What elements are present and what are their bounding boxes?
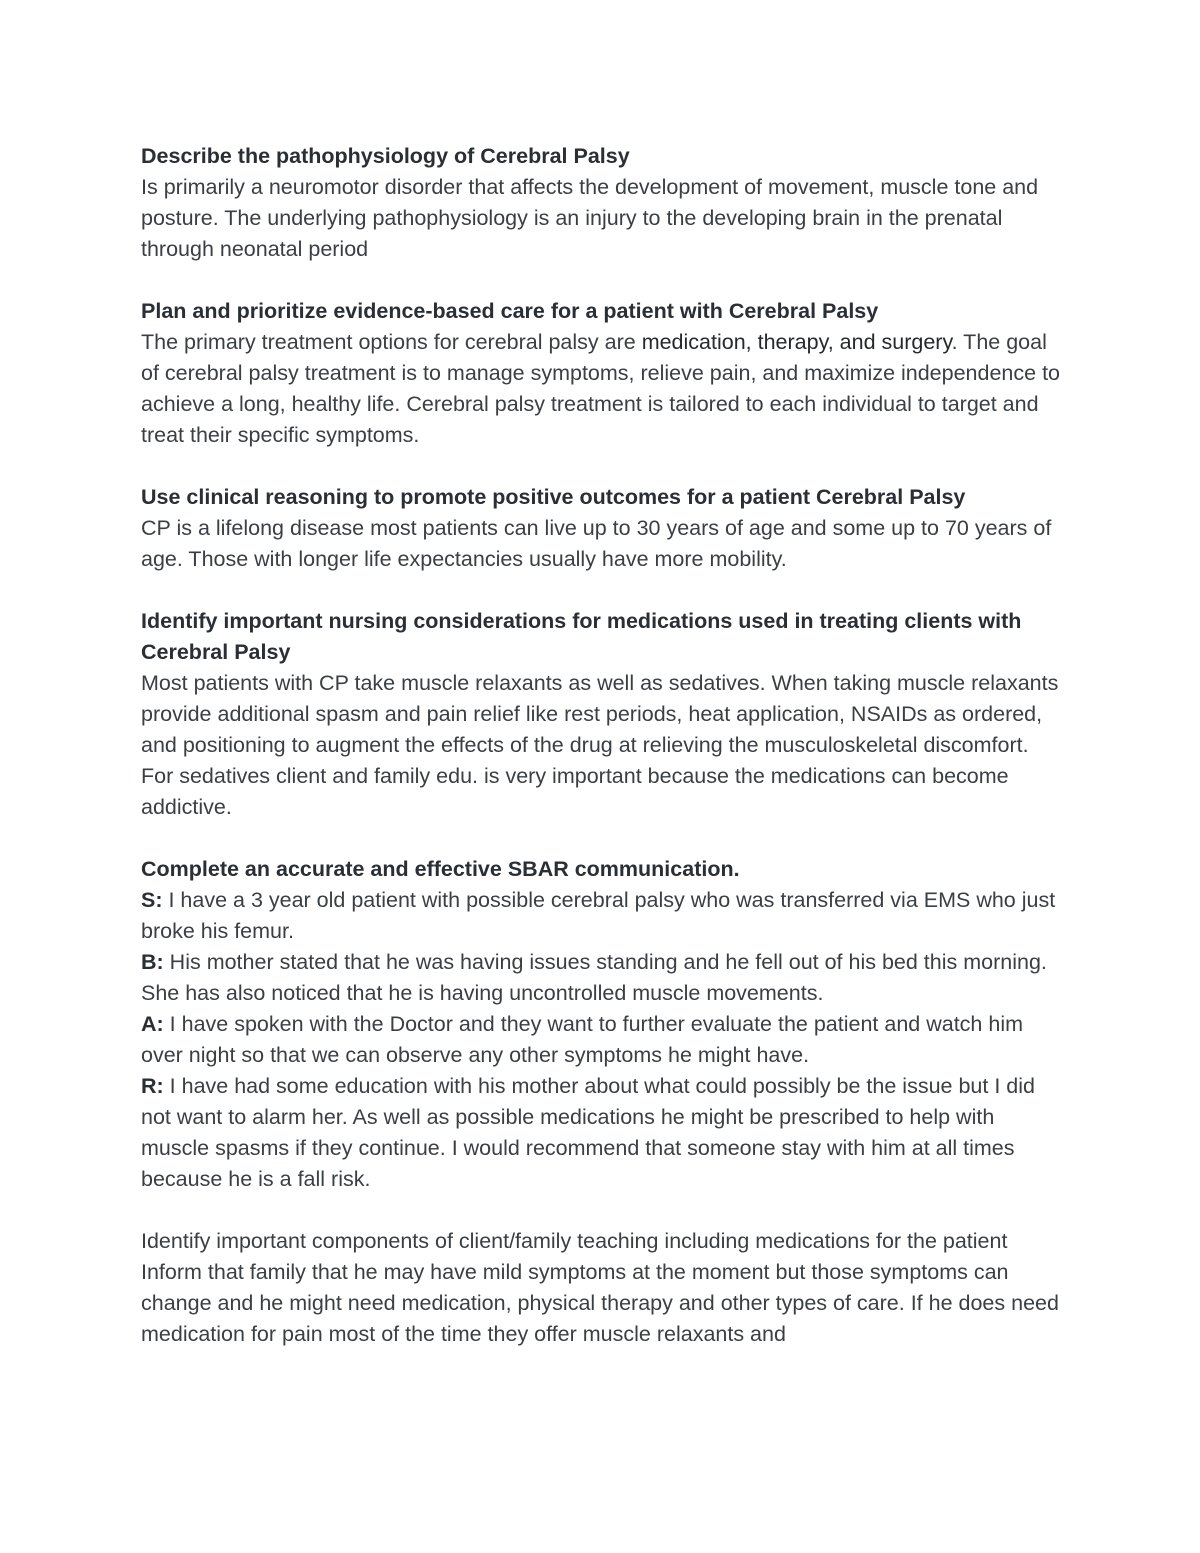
section-body: [141, 327, 1066, 451]
section-clinical-reasoning: [141, 482, 1066, 575]
sbar-text: I have spoken with the Doctor and they want to further evaluate the patient and watch him over night so that we can observe any other symptoms he might have.: [141, 1012, 1024, 1067]
sbar-label: R:: [141, 1074, 164, 1098]
section-heading: Describe the pathophysiology of Cerebral Palsy: [141, 144, 630, 168]
section-body-suffix: . The goal of cerebral palsy treatment is to manage symptoms, relieve pain, and maximize independence to achieve a long, healthy life. Cerebral palsy treatment is tailored to each individual to target and treat their specific symptoms.: [141, 330, 1060, 447]
sbar-text: I have had some education with his mother about what could possibly be the issue but I did not want to alarm her. As well as possible medications he might be prescribed to help with muscle spasms if they continue. I would recommend that someone stay with him at all times because he is a fall risk.: [141, 1074, 1035, 1191]
sbar-label: S:: [141, 888, 163, 912]
section-heading: Identify important components of client/family teaching including medications for the patient: [141, 1229, 1008, 1253]
sbar-recommendation: [141, 1071, 1066, 1195]
section-sbar: [141, 854, 1066, 1195]
section-body-prefix: The primary treatment options for cerebral palsy are: [141, 330, 642, 354]
sbar-background: [141, 947, 1066, 1009]
sbar-text: His mother stated that he was having issues standing and he fell out of his bed this morning. She has also noticed that he is having uncontrolled muscle movements.: [141, 950, 1047, 1005]
sbar-label: B:: [141, 950, 164, 974]
section-body: Is primarily a neuromotor disorder that affects the development of movement, muscle tone and posture. The underlying pathophysiology is an injury to the developing brain in the prenatal through neonatal period: [141, 175, 1039, 261]
section-family-teaching: [141, 1226, 1066, 1350]
document-content: [141, 141, 1066, 1381]
section-plan-care: [141, 296, 1066, 451]
section-heading: Identify important nursing considerations for medications used in treating clients with Cerebral Palsy: [141, 609, 1022, 664]
section-body: Inform that family that he may have mild symptoms at the moment but those symptoms can change and he might need medication, physical therapy and other types of care. If he does need medication for pain most of the time they offer muscle relaxants and: [141, 1260, 1059, 1346]
section-body-emphasis: medication, therapy, and surgery: [641, 330, 952, 354]
section-heading: Use clinical reasoning to promote positive outcomes for a patient Cerebral Palsy: [141, 485, 966, 509]
sbar-label: A:: [141, 1012, 164, 1036]
sbar-text: I have a 3 year old patient with possible cerebral palsy who was transferred via EMS who just broke his femur.: [141, 888, 1056, 943]
section-body: CP is a lifelong disease most patients can live up to 30 years of age and some up to 70 years of age. Those with longer life expectancies usually have more mobility.: [141, 516, 1052, 571]
sbar-situation: [141, 885, 1066, 947]
section-pathophysiology: [141, 141, 1066, 265]
sbar-assessment: [141, 1009, 1066, 1071]
section-nursing-considerations: [141, 606, 1066, 823]
section-heading: Complete an accurate and effective SBAR communication.: [141, 857, 740, 881]
section-body: Most patients with CP take muscle relaxants as well as sedatives. When taking muscle relaxants provide additional spasm and pain relief like rest periods, heat application, NSAIDs as ordered, and positioning to augment the effects of the drug at relieving the musculoskeletal discomfort. For sedatives client and family edu. is very important because the medications can become addictive.: [141, 671, 1059, 819]
section-heading: Plan and prioritize evidence-based care for a patient with Cerebral Palsy: [141, 299, 879, 323]
